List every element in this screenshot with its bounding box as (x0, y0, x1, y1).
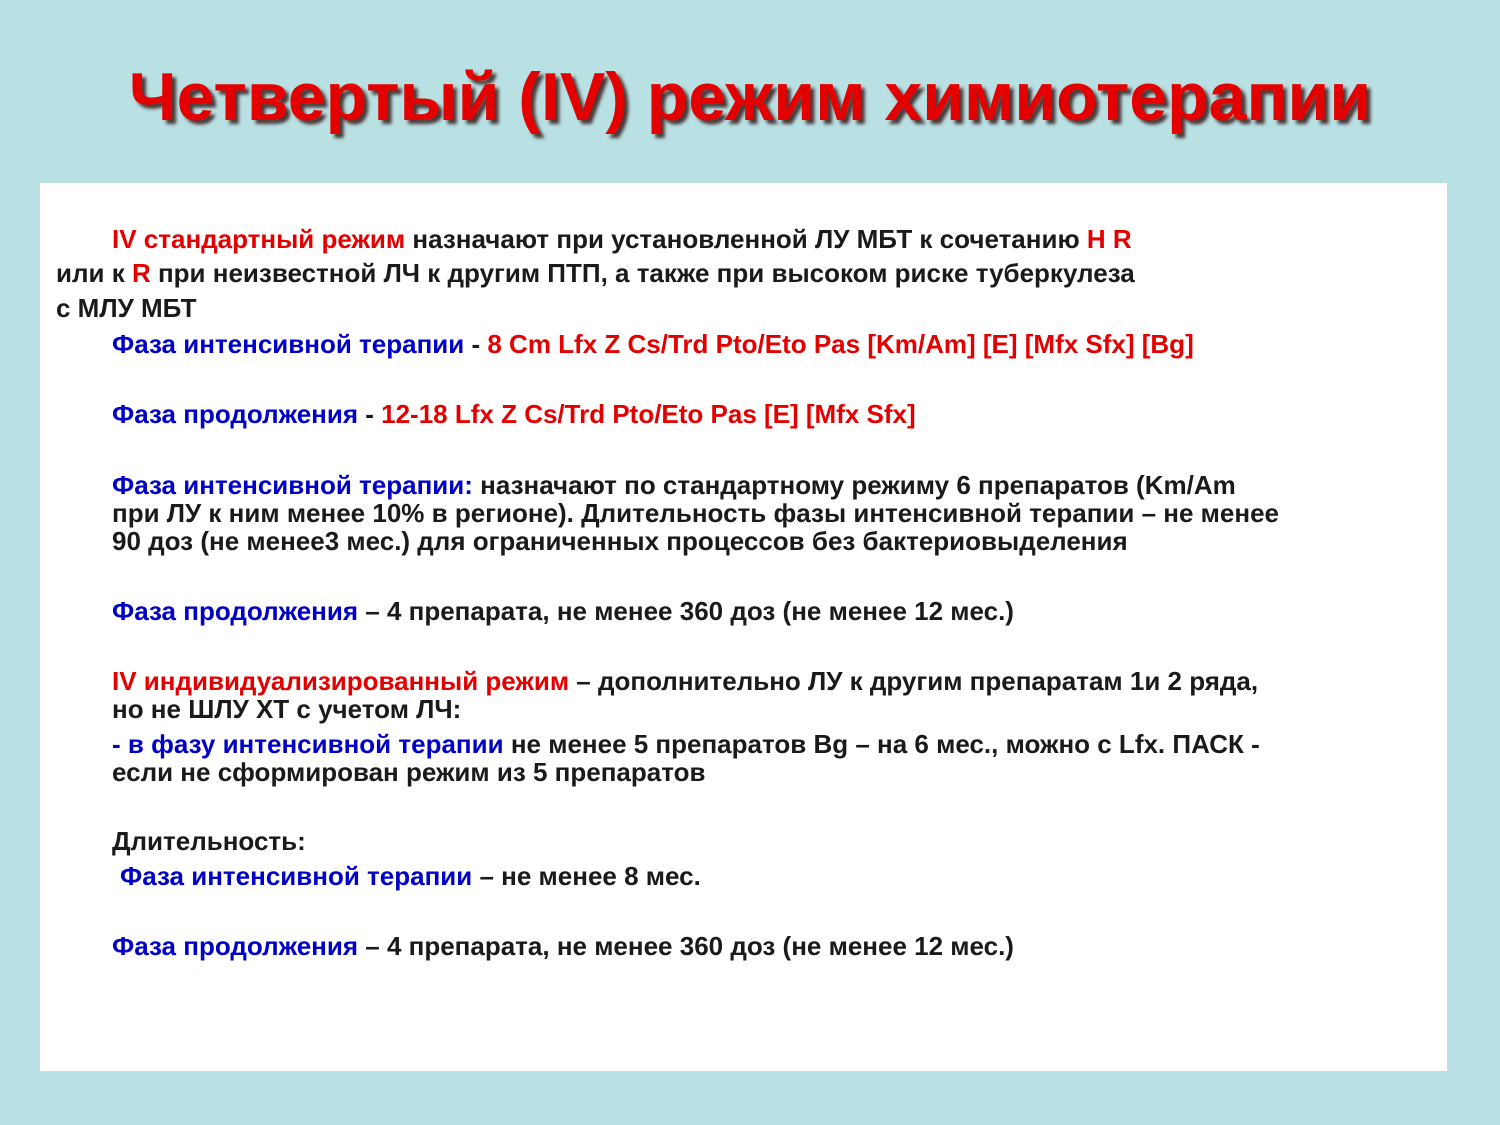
standard-regime-r: R (131, 258, 151, 288)
individual-intensive-text: не менее 5 препаратов Bg – на 6 мес., можно с Lfx. ПАСК - (503, 729, 1260, 759)
intensive-desc-label: Фаза интенсивной терапии: (112, 470, 473, 500)
individual-regime-text: – дополнительно ЛУ к другим препаратам 1и 2 ряда, (569, 666, 1259, 696)
individual-intensive-line-2: если не сформирован режим из 5 препаратов (112, 757, 706, 787)
continuation-formula-dash: - (358, 399, 382, 429)
standard-regime-line-1 (112, 225, 1132, 253)
intensive-desc-text: назначают по стандартному режиму 6 препаратов (Km/Am (472, 470, 1236, 500)
duration-continuation (112, 932, 1014, 960)
standard-regime-line-2 (56, 259, 1135, 287)
standard-regime-line2-b: при неизвестной ЛЧ к другим ПТП, а также при высоком риске туберкулеза (150, 258, 1135, 288)
intensive-formula-dash: - (464, 329, 488, 359)
standard-regime-line-3: с МЛУ МБТ (56, 293, 197, 323)
duration-intensive-text: – не менее 8 мес. (472, 861, 701, 891)
continuation-formula (112, 400, 916, 428)
duration-continuation-text: – 4 препарата, не менее 360 доз (не менее 12 мес.) (358, 931, 1014, 961)
continuation-desc-1 (112, 597, 1014, 625)
duration-heading: Длительность: (112, 826, 306, 856)
intensive-formula-label: Фаза интенсивной терапии (112, 329, 465, 359)
duration-continuation-label: Фаза продолжения (112, 931, 359, 961)
continuation-formula-label: Фаза продолжения (112, 399, 359, 429)
standard-regime-lead: IV стандартный режим (112, 224, 406, 254)
intensive-desc-line-2: при ЛУ к ним менее 10% в регионе). Длительность фазы интенсивной терапии – не менее (112, 498, 1279, 528)
individual-regime-lead: IV индивидуализированный режим (112, 666, 570, 696)
standard-regime-hr: H R (1086, 224, 1132, 254)
duration-intensive-label: Фаза интенсивной терапии (120, 861, 473, 891)
continuation-desc-1-label: Фаза продолжения (112, 596, 359, 626)
slide-title: Четвертый (IV) режим химиотерапии (128, 59, 1372, 135)
standard-regime-text: назначают при установленной ЛУ МБТ к сочетанию (405, 224, 1087, 254)
intensive-desc-line-3: 90 доз (не менее3 мес.) для ограниченных процессов без бактериовыделения (112, 526, 1128, 556)
individual-regime-line-2: но не ШЛУ ХТ с учетом ЛЧ: (112, 694, 462, 724)
continuation-formula-value: 12-18 Lfx Z Cs/Trd Pto/Eto Pas [E] [Mfx Sfx] (381, 399, 916, 429)
individual-regime-line-1 (112, 667, 1258, 695)
intensive-formula-value: 8 Cm Lfx Z Cs/Trd Pto/Eto Pas [Km/Am] [E] [Mfx Sfx] [Bg] (487, 329, 1194, 359)
intensive-formula (112, 330, 1194, 358)
continuation-desc-1-text: – 4 препарата, не менее 360 доз (не менее 12 мес.) (358, 596, 1014, 626)
intensive-desc-line-1 (112, 471, 1236, 499)
individual-intensive-label: - в фазу интенсивной терапии (112, 729, 504, 759)
duration-intensive (120, 862, 701, 890)
individual-intensive-line-1 (112, 730, 1260, 758)
standard-regime-line2-a: или к (56, 258, 132, 288)
